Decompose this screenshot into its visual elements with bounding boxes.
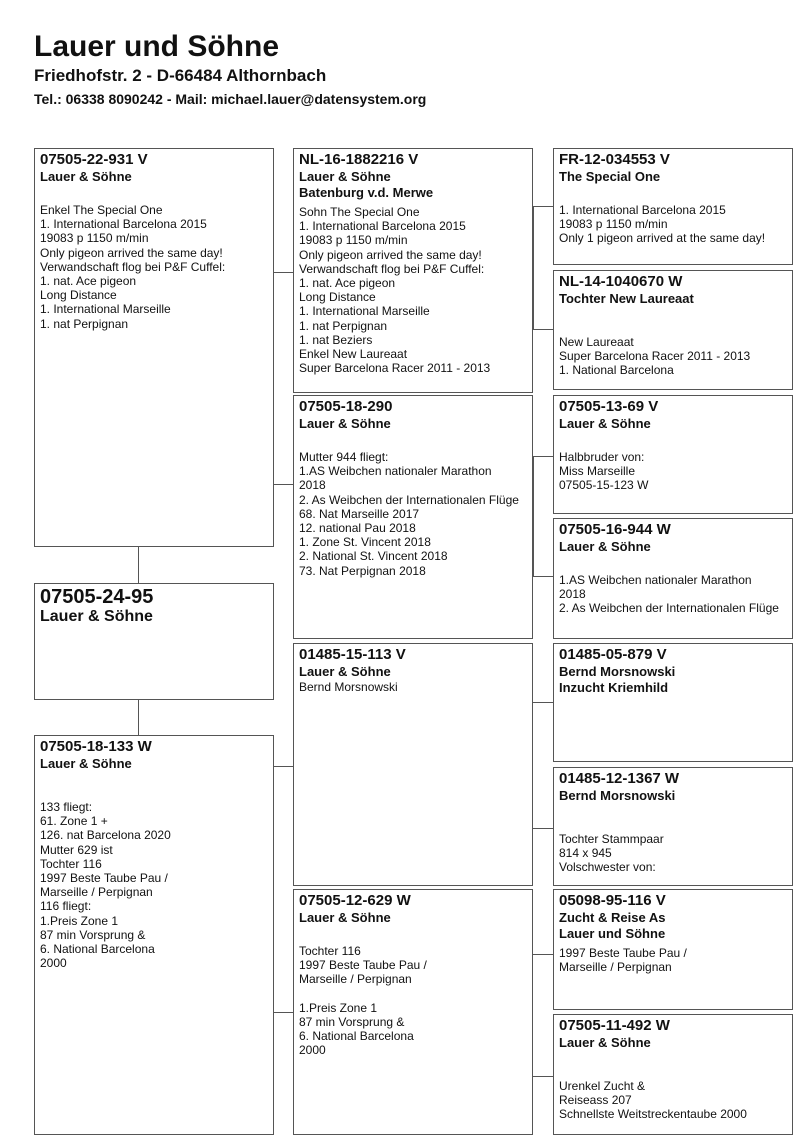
pigeon-details: 1.AS Weibchen nationaler Marathon 2018 2. As Weibchen der Internationalen Flüge — [559, 573, 779, 616]
pigeon-card-ffm — [553, 270, 793, 390]
ring-number: NL-16-1882216 V — [299, 151, 419, 168]
ring-number: FR-12-034553 V — [559, 151, 670, 168]
ring-number: 07505-16-944 W — [559, 521, 671, 538]
ring-number: 07505-18-290 — [299, 398, 393, 415]
pigeon-details: Mutter 944 fliegt: 1.AS Weibchen nationaler Marathon 2018 2. As Weibchen der Internationalen Flüge 68. Nat Marseille 2017 12. national Pau 2018 1. Zone St. Vincent 2018 2. National St. Vincent 2018 73. Nat Perpignan 2018 — [299, 450, 519, 578]
owner-name: Bernd Morsnowski — [559, 664, 676, 679]
connector-line — [138, 546, 139, 583]
breeder-contact: Tel.: 06338 8090242 - Mail: michael.lauer@datensystem.org — [34, 91, 427, 107]
pigeon-card-subject — [34, 583, 274, 700]
pigeon-details: 1. International Barcelona 2015 19083 p 1150 m/min Only 1 pigeon arrived at the same day! — [559, 203, 766, 246]
breeder-line: Bernd Morsnowski — [299, 680, 398, 694]
pigeon-card-mother — [34, 735, 274, 1135]
connector-line — [533, 456, 534, 576]
pigeon-details: New Laureaat Super Barcelona Racer 2011 - 2013 1. National Barcelona — [559, 335, 751, 378]
owner-name: Lauer & Söhne — [299, 169, 391, 184]
owner-name: Lauer & Söhne — [559, 1035, 651, 1050]
connector-line — [533, 329, 553, 330]
pigeon-details: Halbbruder von: Miss Marseille 07505-15-123 W — [559, 450, 649, 493]
pigeon-card-fmf — [553, 395, 793, 514]
connector-line — [273, 766, 293, 767]
pigeon-details: 1997 Beste Taube Pau / Marseille / Perpignan — [559, 946, 687, 975]
ring-number: 07505-22-931 V — [40, 151, 148, 168]
pigeon-card-father-father — [293, 148, 533, 393]
owner-name: Lauer & Söhne — [299, 416, 391, 431]
pigeon-details: Tochter 116 1997 Beste Taube Pau / Marseille / Perpignan 1.Preis Zone 1 87 min Vorsprung & 6. National Barcelona 2000 — [299, 944, 427, 1058]
connector-line — [533, 206, 534, 329]
ring-number: 07505-11-492 W — [559, 1017, 670, 1034]
pigeon-card-mother-mother — [293, 889, 533, 1135]
connector-line — [533, 1076, 553, 1077]
pigeon-card-fff — [553, 148, 793, 265]
ring-number: 07505-18-133 W — [40, 738, 152, 755]
pigeon-card-mother-father — [293, 643, 533, 886]
breeder-address: Friedhofstr. 2 - D-66484 Althornbach — [34, 66, 327, 85]
owner-name: Bernd Morsnowski — [559, 788, 676, 803]
owner-name: Lauer und Söhne — [559, 926, 666, 941]
ring-number: 07505-12-629 W — [299, 892, 411, 909]
pigeon-details: Tochter Stammpaar 814 x 945 Volschwester von: — [559, 832, 664, 875]
pigeon-name: Tochter New Laureaat — [559, 291, 694, 306]
owner-name: Lauer & Söhne — [299, 664, 391, 679]
owner-name: Lauer & Söhne — [559, 539, 651, 554]
pigeon-name: The Special One — [559, 169, 661, 184]
connector-line — [273, 484, 293, 485]
connector-line — [138, 700, 139, 735]
owner-name: Lauer & Söhne — [559, 416, 651, 431]
connector-line — [533, 954, 553, 955]
pigeon-details: Urenkel Zucht & Reiseass 207 Schnellste Weitstreckentaube 2000 — [559, 1079, 747, 1122]
pigeon-card-mff — [553, 643, 793, 762]
connector-line — [533, 206, 553, 207]
ring-number: 07505-13-69 V — [559, 398, 659, 415]
ring-number: 01485-15-113 V — [299, 646, 406, 663]
owner-name: Lauer & Söhne — [40, 756, 132, 771]
connector-line — [533, 576, 553, 577]
pigeon-card-father — [34, 148, 274, 547]
pigeon-name: Zucht & Reise As — [559, 910, 666, 925]
breeder-line: Batenburg v.d. Merwe — [299, 185, 434, 200]
owner-name: Lauer & Söhne — [40, 169, 132, 184]
owner-name: Lauer & Söhne — [299, 910, 391, 925]
breeder-name: Lauer und Söhne — [34, 30, 280, 63]
ring-number: 01485-12-1367 W — [559, 770, 680, 787]
ring-number: 01485-05-879 V — [559, 646, 667, 663]
pigeon-details: Enkel The Special One 1. International Barcelona 2015 19083 p 1150 m/min Only pigeon arrived the same day! Verwandschaft flog bei P&F Cuffel: 1. nat. Ace pigeon Long Distance 1. International Marseille 1. nat Perpignan — [40, 203, 226, 331]
connector-line — [273, 1012, 293, 1013]
pigeon-card-fmm — [553, 518, 793, 639]
connector-line — [533, 702, 553, 703]
pigeon-card-mmf — [553, 889, 793, 1010]
pigeon-details: 133 fliegt: 61. Zone 1 + 126. nat Barcelona 2020 Mutter 629 ist Tochter 116 1997 Beste Taube Pau / Marseille / Perpignan 116 fliegt: 1.Preis Zone 1 87 min Vorsprung & 6. National Barcelona 2000 — [40, 800, 171, 971]
pigeon-card-mfm — [553, 767, 793, 886]
pigeon-card-father-mother — [293, 395, 533, 639]
connector-line — [533, 828, 553, 829]
ring-number: 07505-24-95 — [40, 586, 154, 608]
pigeon-card-mmm — [553, 1014, 793, 1135]
connector-line — [273, 272, 293, 273]
owner-name: Lauer & Söhne — [40, 608, 153, 625]
connector-line — [533, 456, 553, 457]
pigeon-details: Sohn The Special One 1. International Barcelona 2015 19083 p 1150 m/min Only pigeon arrived the same day! Verwandschaft flog bei P&F Cuffel: 1. nat. Ace pigeon Long Distance 1. International Marseille 1. nat Perpignan 1. nat Beziers Enkel New Laureaat Super Barcelona Racer 2011 - 2013 — [299, 205, 491, 376]
ring-number: 05098-95-116 V — [559, 892, 666, 909]
pigeon-name: Inzucht Kriemhild — [559, 680, 669, 695]
ring-number: NL-14-1040670 W — [559, 273, 683, 290]
